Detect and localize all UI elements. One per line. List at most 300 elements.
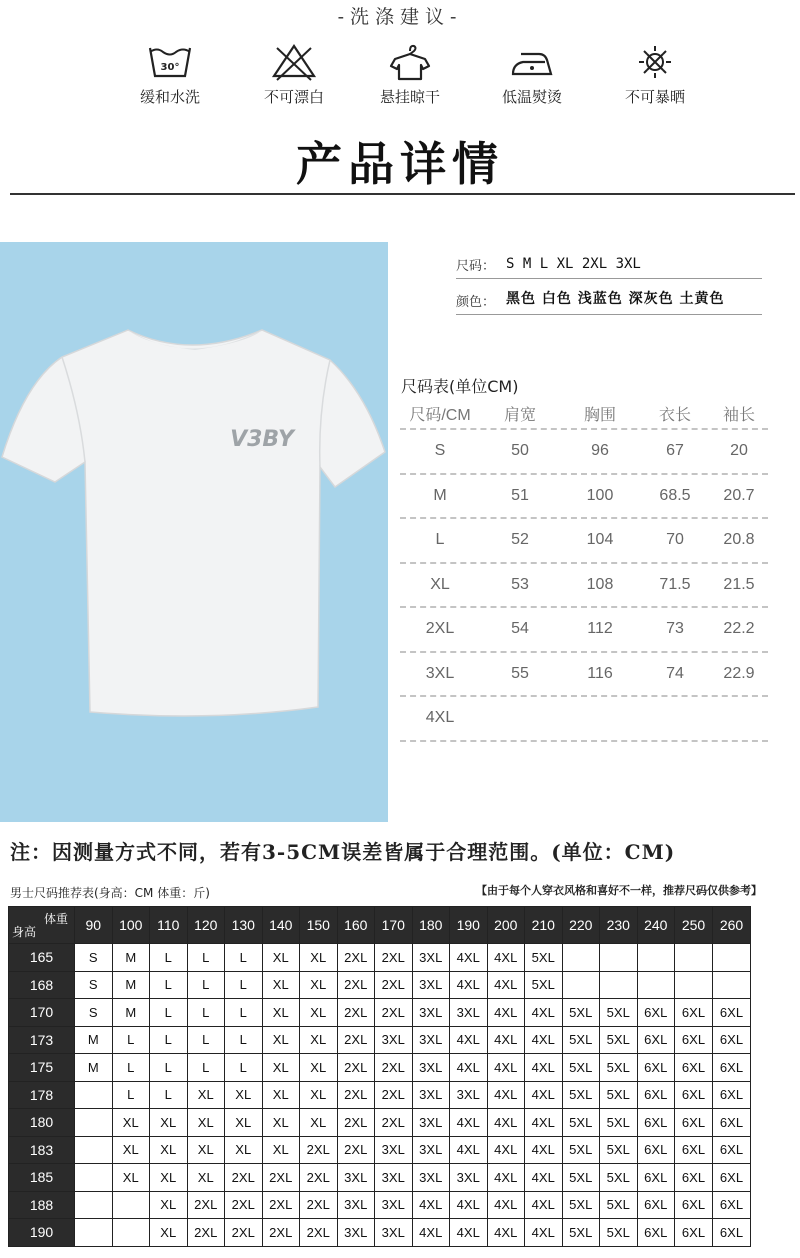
recommend-row	[9, 971, 751, 999]
recommend-cell: XL	[262, 999, 300, 1027]
recommend-cell: XL	[262, 944, 300, 972]
recommend-cell: XL	[112, 1164, 150, 1192]
size-table-cell: 53	[511, 575, 529, 593]
recommend-cell: 6XL	[675, 1136, 713, 1164]
recommend-cell: XL	[300, 971, 338, 999]
recommend-cell: XL	[225, 1081, 263, 1109]
recommend-cell: 6XL	[637, 1026, 675, 1054]
recommend-row	[9, 1136, 751, 1164]
recommend-cell: 6XL	[637, 1136, 675, 1164]
weight-header: 150	[300, 907, 338, 944]
recommend-cell: 3XL	[412, 1026, 450, 1054]
size-table-cell	[640, 697, 710, 740]
size-table-cell: 71.5	[659, 575, 691, 593]
corner-height-label: 身高	[12, 925, 37, 939]
recommend-cell: XL	[225, 1109, 263, 1137]
care-item-sun	[600, 42, 710, 107]
recommend-row	[9, 1026, 751, 1054]
recommend-cell: 2XL	[337, 999, 375, 1027]
recommend-cell: 2XL	[225, 1191, 263, 1219]
recommend-cell	[600, 944, 638, 972]
recommend-cell: 5XL	[600, 1081, 638, 1109]
recommend-cell: 5XL	[562, 1164, 600, 1192]
size-table-cell: 104	[586, 531, 614, 549]
recommend-cell: 6XL	[713, 1219, 751, 1247]
recommend-cell: L	[150, 971, 188, 999]
height-header: 178	[9, 1081, 75, 1109]
recommend-cell: 6XL	[637, 1219, 675, 1247]
recommend-cell: XL	[150, 1191, 188, 1219]
weight-header: 90	[75, 907, 113, 944]
size-table-cell: 73	[666, 620, 684, 638]
recommend-cell: 3XL	[337, 1164, 375, 1192]
recommend-cell: 4XL	[412, 1219, 450, 1247]
size-table-cell: 100	[586, 486, 614, 504]
recommend-cell: L	[112, 1026, 150, 1054]
size-table-header	[400, 398, 768, 430]
recommend-cell: 4XL	[525, 1109, 563, 1137]
recommend-cell	[75, 1136, 113, 1164]
recommend-cell: XL	[187, 1164, 225, 1192]
height-header: 173	[9, 1026, 75, 1054]
recommend-cell: 3XL	[412, 1136, 450, 1164]
recommend-cell: L	[187, 999, 225, 1027]
recommend-cell: 2XL	[337, 1081, 375, 1109]
recommend-cell: 6XL	[637, 1191, 675, 1219]
size-table-cell: 2XL	[425, 620, 455, 638]
spec-color-key: 颜色：	[456, 295, 496, 310]
size-table-cell: 67	[666, 442, 684, 460]
size-table-cell: 20.8	[723, 531, 755, 549]
height-header: 180	[9, 1109, 75, 1137]
recommend-cell: 4XL	[525, 1219, 563, 1247]
recommend-cell: 5XL	[525, 944, 563, 972]
recommend-cell: 2XL	[375, 1109, 413, 1137]
recommend-cell: 3XL	[375, 1191, 413, 1219]
weight-header: 160	[337, 907, 375, 944]
care-item-wash	[115, 42, 225, 107]
recommend-cell: L	[225, 1054, 263, 1082]
recommend-cell: 3XL	[412, 971, 450, 999]
size-table-cell: 51	[511, 486, 529, 504]
recommend-cell: XL	[150, 1136, 188, 1164]
recommend-cell: 4XL	[525, 999, 563, 1027]
recommend-cell: XL	[300, 1081, 338, 1109]
recommend-caption: 男士尺码推荐表(身高：CM 体重：斤)	[10, 886, 210, 900]
recommend-cell: L	[112, 1054, 150, 1082]
wash-30-icon	[147, 42, 193, 82]
size-table-row	[400, 608, 768, 653]
recommend-cell: M	[112, 944, 150, 972]
recommend-cell: 4XL	[412, 1191, 450, 1219]
size-table-header-cell: 尺码/CM	[409, 406, 471, 424]
size-table-row	[400, 697, 768, 742]
weight-header: 190	[450, 907, 488, 944]
care-label-wash: 缓和水洗	[139, 88, 200, 106]
recommend-cell: 5XL	[562, 1054, 600, 1082]
recommend-cell	[75, 1219, 113, 1247]
size-table-cell: XL	[430, 575, 450, 593]
recommend-cell: 4XL	[525, 1026, 563, 1054]
recommend-cell: 4XL	[525, 1191, 563, 1219]
recommend-cell: XL	[187, 1109, 225, 1137]
recommend-cell: XL	[187, 1081, 225, 1109]
recommend-cell: XL	[150, 1219, 188, 1247]
recommend-cell: 6XL	[675, 999, 713, 1027]
recommend-cell: 5XL	[600, 1109, 638, 1137]
size-table-row	[400, 653, 768, 698]
recommend-cell: 4XL	[525, 1054, 563, 1082]
recommend-cell: L	[112, 1081, 150, 1109]
recommend-cell: 4XL	[525, 1081, 563, 1109]
recommend-row	[9, 999, 751, 1027]
size-table-cell: S	[434, 442, 446, 460]
size-table-cell	[560, 697, 640, 740]
size-table-cell: 20.7	[723, 486, 755, 504]
recommend-cell: 4XL	[450, 1136, 488, 1164]
size-table-cell: 50	[511, 442, 529, 460]
weight-header: 120	[187, 907, 225, 944]
size-table-header-cell: 袖长	[722, 406, 755, 424]
weight-header: 240	[637, 907, 675, 944]
size-table-cell: 54	[511, 620, 529, 638]
recommend-cell: 6XL	[713, 1109, 751, 1137]
recommend-cell: L	[150, 944, 188, 972]
size-table-cell: 68.5	[659, 486, 691, 504]
shirt-logo: V3BY	[230, 427, 294, 452]
recommend-cell: L	[187, 944, 225, 972]
measurement-note: 注：因测量方式不同，若有3-5CM误差皆属于合理范围。(单位：CM)	[10, 840, 676, 864]
recommend-cell	[75, 1164, 113, 1192]
size-table	[400, 398, 768, 742]
recommend-cell: XL	[300, 1109, 338, 1137]
height-header: 185	[9, 1164, 75, 1192]
recommend-cell: XL	[262, 1081, 300, 1109]
recommend-cell: 5XL	[562, 1191, 600, 1219]
recommend-cell: 6XL	[675, 1191, 713, 1219]
recommend-cell: 5XL	[562, 1219, 600, 1247]
height-header: 188	[9, 1191, 75, 1219]
size-table-header-cell: 胸围	[583, 406, 616, 424]
recommend-cell: 5XL	[562, 999, 600, 1027]
recommend-cell: 3XL	[450, 999, 488, 1027]
recommend-cell	[112, 1191, 150, 1219]
recommend-cell: L	[150, 1054, 188, 1082]
recommend-cell	[75, 1109, 113, 1137]
recommend-cell: 6XL	[675, 1219, 713, 1247]
spec-size-key: 尺码：	[456, 259, 496, 274]
size-table-cell: L	[435, 531, 445, 549]
recommend-cell: 4XL	[450, 1109, 488, 1137]
recommend-cell: 2XL	[337, 944, 375, 972]
size-table-cell: 108	[586, 575, 614, 593]
recommend-cell: 2XL	[375, 944, 413, 972]
size-table-cell: 3XL	[425, 664, 455, 682]
recommend-cell: 6XL	[675, 1081, 713, 1109]
recommend-cell: 3XL	[337, 1219, 375, 1247]
recommend-cell: XL	[150, 1164, 188, 1192]
recommend-cell: M	[112, 971, 150, 999]
size-table-row	[400, 430, 768, 475]
no-sun-icon	[632, 42, 678, 82]
care-label-iron: 低温熨烫	[501, 88, 562, 106]
care-label-hang: 悬挂晾干	[379, 88, 440, 106]
recommend-cell: 6XL	[637, 999, 675, 1027]
recommend-cell: 2XL	[262, 1164, 300, 1192]
recommend-row	[9, 1191, 751, 1219]
size-table-cell: M	[433, 486, 447, 504]
recommend-cell: 3XL	[412, 1109, 450, 1137]
recommend-cell: XL	[262, 971, 300, 999]
spec-color-value: 黑色 白色 浅蓝色 深灰色 土黄色	[506, 291, 725, 307]
size-table-cell	[710, 697, 768, 740]
recommend-cell	[75, 1081, 113, 1109]
recommend-cell: 4XL	[487, 944, 525, 972]
recommend-cell: L	[225, 944, 263, 972]
weight-header: 200	[487, 907, 525, 944]
low-iron-icon	[509, 42, 555, 82]
recommend-cell: 5XL	[600, 1219, 638, 1247]
recommend-cell: 4XL	[450, 971, 488, 999]
recommend-cell: 3XL	[375, 1136, 413, 1164]
weight-header: 110	[150, 907, 188, 944]
recommend-cell: XL	[300, 1054, 338, 1082]
recommend-cell: 5XL	[600, 1026, 638, 1054]
recommend-cell: S	[75, 944, 113, 972]
size-table-cell: 22.9	[723, 664, 755, 682]
recommend-cell: 2XL	[187, 1191, 225, 1219]
recommend-cell: 5XL	[600, 999, 638, 1027]
size-table-cell: 70	[666, 531, 684, 549]
height-header: 170	[9, 999, 75, 1027]
care-label-sun: 不可暴晒	[624, 88, 685, 106]
recommend-cell: 6XL	[637, 1081, 675, 1109]
recommend-cell: XL	[112, 1136, 150, 1164]
recommend-cell: 4XL	[487, 1191, 525, 1219]
recommend-cell: 5XL	[600, 1191, 638, 1219]
size-table-cell: 20	[730, 442, 748, 460]
recommend-cell: 6XL	[713, 1026, 751, 1054]
recommend-cell: 3XL	[375, 1026, 413, 1054]
recommend-cell: L	[150, 1026, 188, 1054]
recommend-cell: 4XL	[487, 1026, 525, 1054]
recommend-cell: 6XL	[637, 1164, 675, 1192]
recommend-cell: 3XL	[450, 1164, 488, 1192]
recommend-cell: 4XL	[487, 1219, 525, 1247]
recommend-cell: 5XL	[562, 1026, 600, 1054]
recommend-cell: 5XL	[562, 1109, 600, 1137]
recommend-cell: 6XL	[675, 1109, 713, 1137]
height-header: 175	[9, 1054, 75, 1082]
recommend-cell: 3XL	[412, 1164, 450, 1192]
recommend-cell: 2XL	[375, 1081, 413, 1109]
size-table-cell	[480, 697, 560, 740]
size-table-title: 尺码表(单位CM)	[401, 377, 519, 396]
recommend-cell: 4XL	[450, 1219, 488, 1247]
recommend-cell: XL	[300, 1026, 338, 1054]
recommend-cell	[600, 971, 638, 999]
size-table-cell: 22.2	[723, 620, 755, 638]
recommend-cell	[112, 1219, 150, 1247]
recommend-cell: 2XL	[375, 971, 413, 999]
recommend-cell: 4XL	[525, 1164, 563, 1192]
height-header: 168	[9, 971, 75, 999]
recommend-cell: 6XL	[675, 1054, 713, 1082]
recommend-cell: 2XL	[300, 1136, 338, 1164]
recommend-cell: 2XL	[300, 1219, 338, 1247]
recommend-cell: 2XL	[375, 1054, 413, 1082]
recommend-cell: S	[75, 971, 113, 999]
size-table-cell: 21.5	[723, 575, 755, 593]
recommend-cell: 4XL	[487, 1081, 525, 1109]
recommend-cell: 6XL	[675, 1026, 713, 1054]
recommend-cell: 6XL	[713, 1136, 751, 1164]
recommend-cell: XL	[300, 944, 338, 972]
size-table-cell: 96	[591, 442, 609, 460]
height-header: 190	[9, 1219, 75, 1247]
height-header: 165	[9, 944, 75, 972]
recommend-cell: M	[75, 1026, 113, 1054]
size-table-row	[400, 475, 768, 520]
recommend-table	[8, 906, 751, 1247]
recommend-row	[9, 1109, 751, 1137]
recommend-cell: 4XL	[525, 1136, 563, 1164]
care-item-hang	[355, 42, 465, 107]
hang-dry-icon	[387, 42, 433, 82]
spec-size-value: S M L XL 2XL 3XL	[506, 256, 641, 272]
wash-temp: 30°	[160, 62, 180, 73]
title-divider	[10, 193, 795, 195]
recommend-cell: M	[75, 1054, 113, 1082]
recommend-cell: 4XL	[450, 1026, 488, 1054]
recommend-cell: 3XL	[450, 1081, 488, 1109]
weight-header: 220	[562, 907, 600, 944]
weight-header: 100	[112, 907, 150, 944]
recommend-cell: L	[150, 999, 188, 1027]
recommend-cell: 5XL	[600, 1164, 638, 1192]
recommend-cell	[637, 971, 675, 999]
recommend-cell: S	[75, 999, 113, 1027]
recommend-cell	[713, 971, 751, 999]
recommend-cell: L	[187, 971, 225, 999]
weight-header: 210	[525, 907, 563, 944]
recommend-cell: 6XL	[713, 1191, 751, 1219]
recommend-cell: 2XL	[225, 1164, 263, 1192]
recommend-cell	[637, 944, 675, 972]
recommend-cell: 3XL	[375, 1219, 413, 1247]
recommend-cell: XL	[262, 1026, 300, 1054]
care-item-iron	[477, 42, 587, 107]
recommend-cell: 2XL	[187, 1219, 225, 1247]
recommend-cell: L	[225, 1026, 263, 1054]
recommend-cell: L	[150, 1081, 188, 1109]
recommend-cell: 5XL	[600, 1136, 638, 1164]
recommend-cell: 6XL	[637, 1109, 675, 1137]
recommend-cell: L	[187, 1054, 225, 1082]
height-header: 183	[9, 1136, 75, 1164]
weight-header: 230	[600, 907, 638, 944]
tshirt-image	[0, 242, 388, 822]
recommend-cell	[562, 944, 600, 972]
recommend-cell: 2XL	[337, 1054, 375, 1082]
weight-header: 180	[412, 907, 450, 944]
recommend-cell: 2XL	[262, 1219, 300, 1247]
size-table-cell: 74	[666, 664, 684, 682]
recommend-cell: 2XL	[337, 1136, 375, 1164]
recommend-cell: 3XL	[412, 999, 450, 1027]
recommend-cell: 4XL	[487, 971, 525, 999]
size-table-cell: 116	[587, 664, 613, 682]
size-table-cell: 112	[587, 620, 613, 638]
recommend-cell: 4XL	[487, 1109, 525, 1137]
recommend-cell: 4XL	[487, 1164, 525, 1192]
recommend-cell: 6XL	[713, 1054, 751, 1082]
recommend-cell: 2XL	[337, 1109, 375, 1137]
size-table-row	[400, 564, 768, 609]
size-table-header-cell: 衣长	[658, 406, 691, 424]
spec-size-row	[456, 248, 762, 279]
recommend-cell: 5XL	[562, 1136, 600, 1164]
size-table-header-cell: 肩宽	[503, 406, 536, 424]
recommend-row	[9, 1081, 751, 1109]
spec-color-row	[456, 284, 762, 315]
recommend-cell: 3XL	[412, 1081, 450, 1109]
recommend-cell	[75, 1191, 113, 1219]
recommend-cell	[675, 944, 713, 972]
weight-header: 170	[375, 907, 413, 944]
size-table-cell: 52	[511, 531, 529, 549]
recommend-cell: 4XL	[450, 944, 488, 972]
recommend-cell: 6XL	[713, 999, 751, 1027]
recommend-cell: 4XL	[487, 999, 525, 1027]
recommend-cell: 3XL	[412, 944, 450, 972]
recommend-cell: L	[187, 1026, 225, 1054]
recommend-row	[9, 1054, 751, 1082]
corner-weight-label: 体重	[43, 912, 68, 926]
recommend-cell: 5XL	[525, 971, 563, 999]
recommend-cell: 4XL	[450, 1191, 488, 1219]
detail-title: 产品详情	[296, 137, 504, 191]
recommend-row	[9, 1164, 751, 1192]
weight-header: 140	[262, 907, 300, 944]
size-table-cell: 4XL	[425, 709, 455, 727]
care-item-bleach	[239, 42, 349, 107]
weight-header: 130	[225, 907, 263, 944]
recommend-cell: XL	[150, 1109, 188, 1137]
recommend-cell	[562, 971, 600, 999]
size-table-row	[400, 519, 768, 564]
recommend-cell: 6XL	[713, 1081, 751, 1109]
recommend-cell: 2XL	[375, 999, 413, 1027]
recommend-cell: 3XL	[337, 1191, 375, 1219]
recommend-row	[9, 1219, 751, 1247]
product-photo	[0, 242, 388, 822]
recommend-cell	[675, 971, 713, 999]
recommend-hint: 【由于每个人穿衣风格和喜好不一样，推荐尺码仅供参考】	[476, 884, 762, 897]
recommend-cell: 2XL	[337, 1026, 375, 1054]
recommend-cell: 3XL	[375, 1164, 413, 1192]
recommend-cell: 2XL	[337, 971, 375, 999]
recommend-cell: M	[112, 999, 150, 1027]
weight-header: 260	[713, 907, 751, 944]
recommend-cell: 5XL	[562, 1081, 600, 1109]
corner-header	[9, 907, 75, 944]
no-bleach-icon	[271, 42, 317, 82]
recommend-cell: XL	[262, 1136, 300, 1164]
recommend-cell: 6XL	[675, 1164, 713, 1192]
recommend-cell: XL	[187, 1136, 225, 1164]
recommend-cell: 4XL	[487, 1054, 525, 1082]
